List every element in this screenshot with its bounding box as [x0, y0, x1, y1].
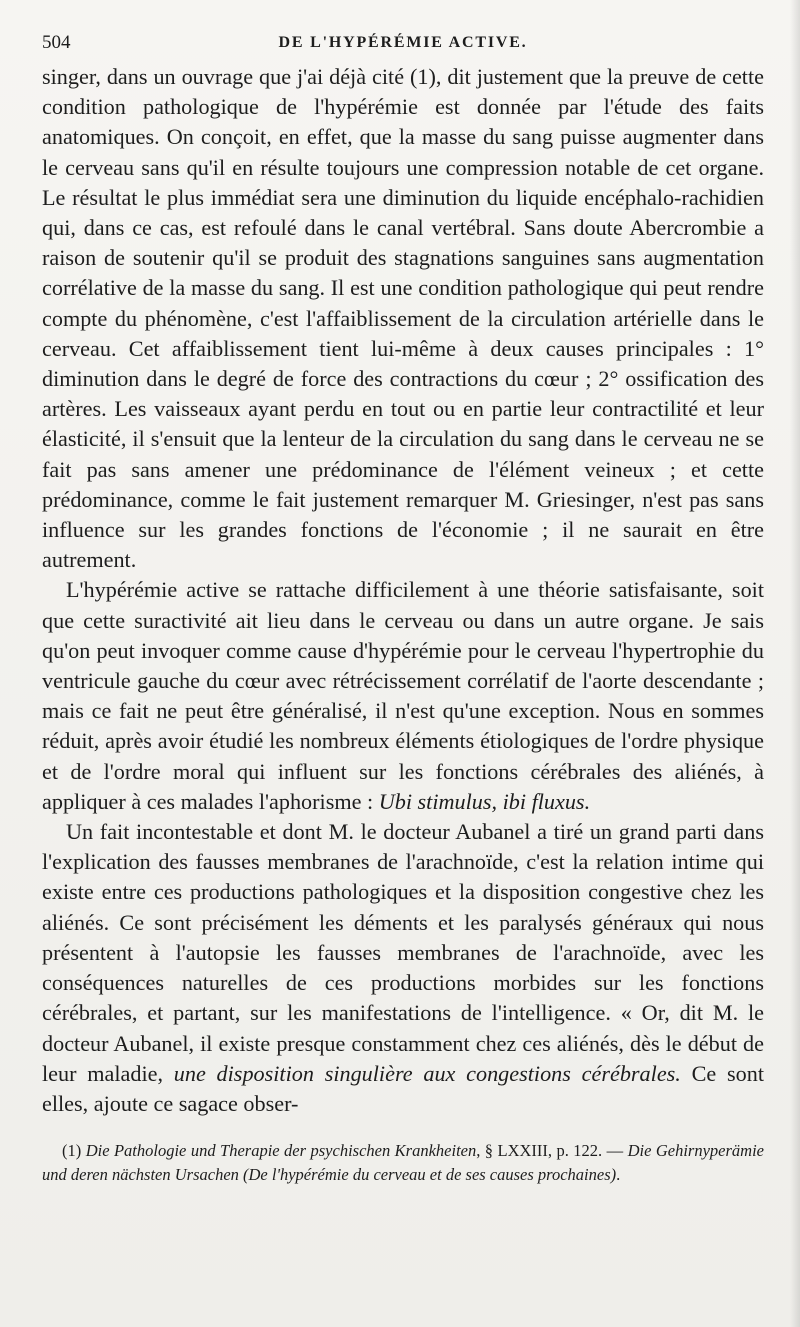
footnote-end: .	[616, 1165, 621, 1185]
paragraph-1	[42, 62, 764, 575]
footnote-reference: , § LXXIII, p. 122. —	[476, 1141, 628, 1161]
body-text	[42, 62, 764, 1119]
paragraph-2	[42, 575, 764, 817]
footnote-title-2: Die Gehirnyperämie und deren nächsten Ursachen (De l'hypérémie du cerveau et de ses causes prochaines)	[42, 1141, 764, 1185]
paragraph-2-italic: Ubi stimulus, ibi fluxus.	[378, 788, 591, 814]
running-title: DE L'HYPÉRÉMIE ACTIVE.	[278, 34, 528, 51]
paragraph-3-italic: une disposition singulière aux congestions cérébrales.	[173, 1060, 681, 1086]
paragraph-1-text: singer, dans un ouvrage que j'ai déjà cité (1), dit justement que la preuve de cette condition pathologique de l'hypérémie est donnée par l'étude des faits anatomiques. On conçoit, en effet, que la masse du sang puisse augmenter dans le cerveau sans qu'il en résulte toujours une compression notable de cet organe. Le résultat le plus immédiat sera une diminution du liquide encéphalo-rachidien qui, dans ce cas, est refoulé dans le canal vertébral. Sans doute Abercrombie a raison de soutenir qu'il se produit des stagnations sanguines sans augmentation corrélative de la masse du sang. Il est une condition pathologique qui peut rendre compte du phénomène, c'est l'affaiblissement de la circulation artérielle dans le cerveau. Cet affaiblissement tient lui-même à deux causes principales : 1° diminution dans le degré de force des contractions du cœur ; 2° ossification des artères. Les vaisseaux ayant perdu en tout ou en partie leur contractilité et leur élasticité, il s'ensuit que la lenteur de la circulation du sang dans le cerveau ne se fait pas sans amener une prédominance de l'élément veineux ; et cette prédominance, comme le fait justement remarquer M. Griesinger, n'est pas sans influence sur les grandes fonctions de l'économie ; il ne saurait en être autrement.	[42, 64, 764, 573]
footnote-1	[42, 1139, 764, 1187]
page-number: 504	[42, 32, 71, 53]
footnote-marker: (1)	[62, 1141, 86, 1161]
page-edge-shadow	[790, 0, 800, 1327]
running-head	[42, 28, 764, 62]
paragraph-3-text: Un fait incontestable et dont M. le docteur Aubanel a tiré un grand parti dans l'explication des fausses membranes de l'arachnoïde, c'est la relation intime qui existe entre ces productions pathologiques et la disposition congestive chez les aliénés. Ce sont précisément les déments et les paralysés généraux qui nous présentent à l'autopsie les fausses membranes de l'arachnoïde, avec les conséquences naturelles de ces productions morbides sur les fonctions cérébrales, et partant, sur les manifestations de l'intelligence. « Or, dit M. le docteur Aubanel, il existe presque constamment chez ces aliénés, dès le début de leur maladie,	[42, 819, 764, 1086]
footnotes	[42, 1131, 764, 1187]
footnote-title-1: Die Pathologie und Therapie der psychischen Krankheiten	[85, 1141, 477, 1161]
paragraph-3-text-end: Ce sont elles, ajoute ce sagace obser-	[42, 1060, 764, 1116]
paragraph-2-text: L'hypérémie active se rattache difficilement à une théorie satisfaisante, soit que cette suractivité ait lieu dans le cerveau ou dans un autre organe. Je sais qu'on peut invoquer comme cause d'hypérémie pour le cerveau l'hypertrophie du ventricule gauche du cœur avec rétrécissement corrélatif de l'aorte descendante ; mais ce fait ne peut être généralisé, il n'est qu'une exception. Nous en sommes réduit, après avoir étudié les nombreux éléments étiologiques de l'ordre physique et de l'ordre moral qui influent sur les fonctions cérébrales des aliénés, à appliquer à ces malades l'aphorisme :	[42, 577, 764, 814]
paragraph-3	[42, 817, 764, 1119]
